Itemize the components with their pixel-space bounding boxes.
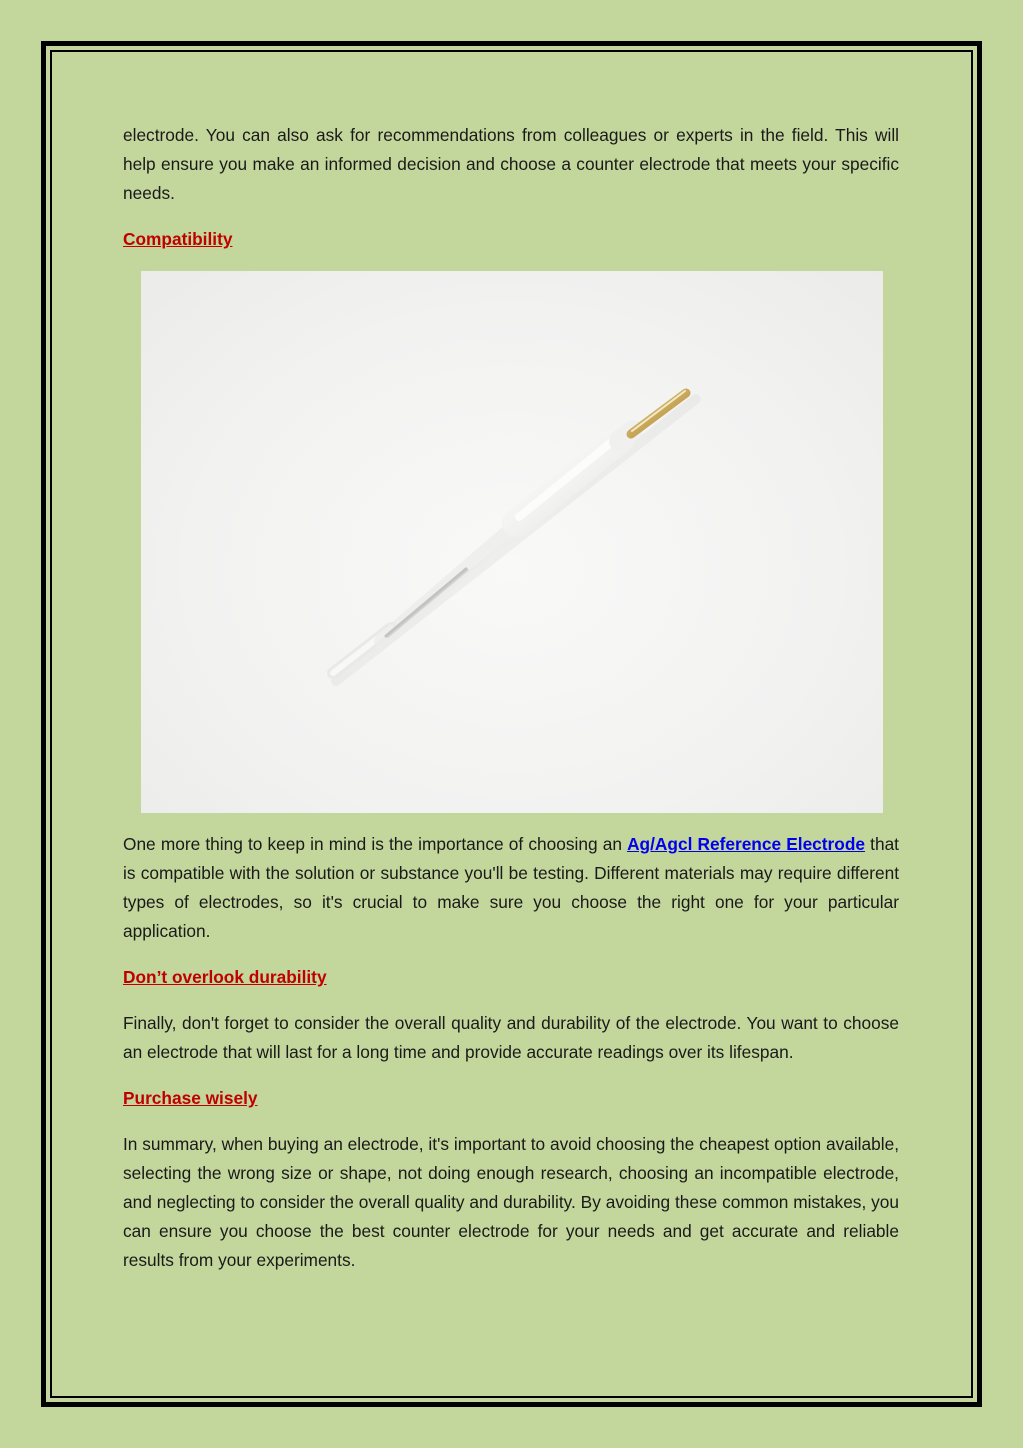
compatibility-paragraph	[123, 830, 899, 946]
heading-durability: Don’t overlook durability	[123, 967, 327, 987]
heading-compatibility: Compatibility	[123, 229, 233, 249]
document-body	[123, 121, 899, 1275]
summary-paragraph: In summary, when buying an electrode, it's important to avoid choosing the cheapest option available, selecting the wrong size or shape, not doing enough research, choosing an incompatible electrode, and neglecting to consider the overall quality and durability. By avoiding these common mistakes, you can ensure you choose the best counter electrode for your needs and get accurate and reliable results from your experiments.	[123, 1134, 899, 1270]
electrode-illustration	[141, 271, 883, 813]
intro-paragraph: electrode. You can also ask for recommendations from colleagues or experts in the field. This will help ensure you make an informed decision and choose a counter electrode that meets your specific needs.	[123, 125, 899, 203]
compatibility-text-after-link: that is compatible with the solution or substance you'll be testing. Different materials may require different types of electrodes, so it's crucial to make sure you choose the right one for your particular application.	[123, 834, 899, 941]
durability-paragraph: Finally, don't forget to consider the overall quality and durability of the electrode. You want to choose an electrode that will last for a long time and provide accurate readings over its lifespan.	[123, 1013, 899, 1062]
compatibility-text-before-link: One more thing to keep in mind is the importance of choosing an	[123, 834, 628, 854]
heading-purchase-wisely: Purchase wisely	[123, 1088, 258, 1108]
ag-agcl-reference-electrode-link[interactable]: Ag/Agcl Reference Electrode	[627, 834, 865, 854]
electrode-photo	[141, 271, 883, 813]
